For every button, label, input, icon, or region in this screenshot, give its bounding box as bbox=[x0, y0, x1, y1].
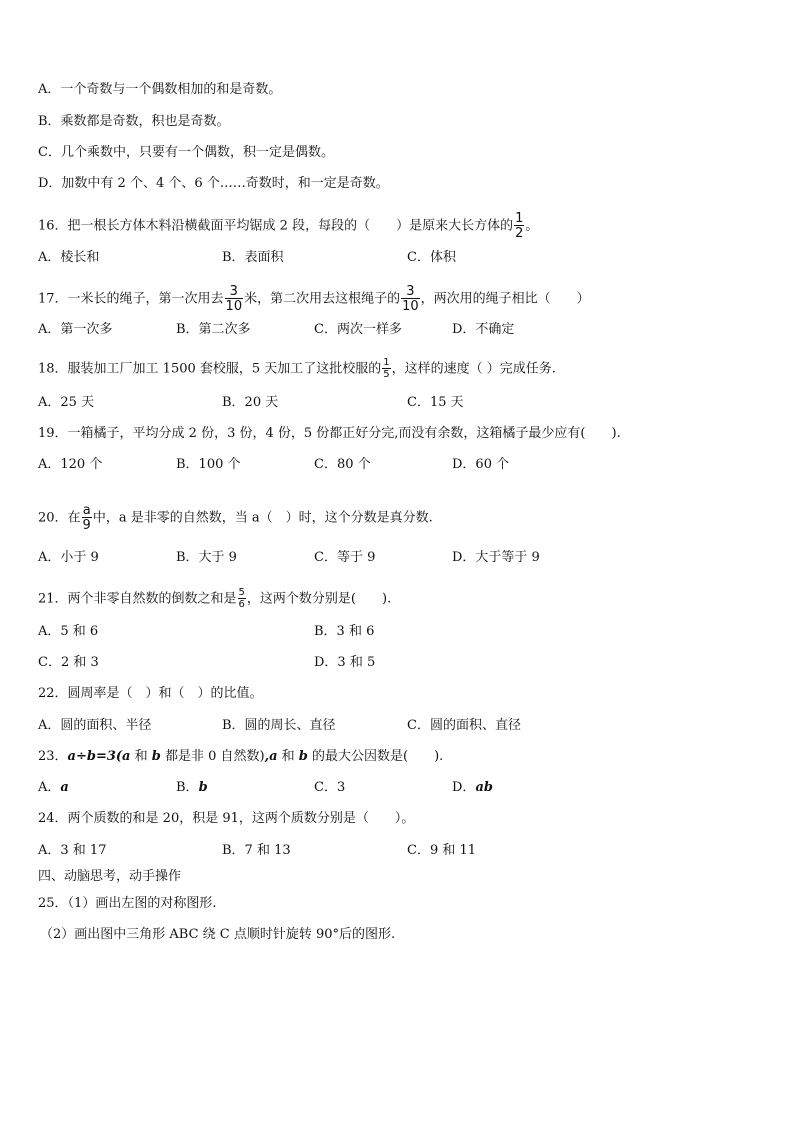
q22-stem: 22．圆周率是（ ）和（ ）的比值。 bbox=[38, 686, 263, 701]
q17-option-a: A．第一次多 bbox=[38, 322, 113, 337]
q21-stem bbox=[38, 588, 391, 610]
q23-stem bbox=[38, 749, 443, 765]
q24-stem: 24．两个质数的和是 20，积是 91，这两个质数分别是（ ）。 bbox=[38, 811, 415, 826]
q23-stem-and-1: 和 bbox=[130, 749, 152, 764]
q18-fraction-numerator: 1 bbox=[383, 357, 390, 368]
q17-fraction-2-numerator: 3 bbox=[406, 284, 415, 299]
q16-fraction-numerator: 1 bbox=[515, 211, 524, 226]
q20-option-a: A．小于 9 bbox=[38, 550, 99, 565]
q21-stem-text-a: 21．两个非零自然数的倒数之和是 bbox=[38, 591, 237, 607]
q17-option-d: D．不确定 bbox=[452, 322, 515, 337]
q17-option-b: B．第二次多 bbox=[176, 322, 251, 337]
q17-stem bbox=[38, 285, 590, 313]
q16-stem-text-a: 16．把一根长方体木料沿横截面平均锯成 2 段，每段的（ ）是原来大长方体的 bbox=[38, 218, 514, 234]
q23-option-b bbox=[176, 780, 208, 796]
q23-stem-and-2: 和 bbox=[277, 749, 299, 764]
q17-fraction-2-denominator: 10 bbox=[402, 299, 419, 314]
q23-option-d bbox=[452, 780, 493, 796]
q21-option-a: A．5 和 6 bbox=[38, 624, 99, 639]
q17-fraction-1-denominator: 10 bbox=[225, 299, 243, 314]
q20-stem bbox=[38, 504, 433, 532]
section-4-title: 四、动脑思考，动手操作 bbox=[38, 869, 182, 884]
q17-fraction-1 bbox=[225, 285, 244, 313]
q17-option-c: C．两次一样多 bbox=[314, 322, 402, 337]
q21-option-c: C．2 和 3 bbox=[38, 655, 99, 670]
q18-stem bbox=[38, 358, 556, 380]
q20-fraction-numerator: a bbox=[82, 503, 91, 518]
q22-option-b: B．圆的周长、直径 bbox=[222, 718, 336, 733]
q22-option-a: A．圆的面积、半径 bbox=[38, 718, 152, 733]
q24-option-b: B．7 和 13 bbox=[222, 843, 291, 858]
q23-option-a-label: A． bbox=[38, 780, 61, 795]
q17-stem-text-a: 17．一米长的绳子，第一次用去 bbox=[38, 291, 224, 307]
q16-fraction bbox=[514, 212, 524, 240]
q18-stem-text-a: 18．服装加工厂加工 1500 套校服，5 天加工了这批校服的 bbox=[38, 361, 382, 377]
q15-option-a: A．一个奇数与一个偶数相加的和是奇数。 bbox=[38, 82, 282, 97]
q18-stem-text-b: ，这样的速度（ ）完成任务. bbox=[391, 361, 556, 377]
q18-option-c: C．15 天 bbox=[407, 395, 464, 410]
q16-option-b: B．表面积 bbox=[222, 250, 284, 265]
q17-fraction-1-numerator: 3 bbox=[229, 284, 238, 299]
q23-option-a bbox=[38, 780, 69, 796]
q16-fraction-denominator: 2 bbox=[515, 226, 524, 241]
q23-stem-var-b-2: b bbox=[298, 749, 308, 764]
q20-stem-text-a: 20．在 bbox=[38, 510, 81, 526]
q20-fraction-denominator: 9 bbox=[82, 518, 91, 533]
q18-option-a: A．25 天 bbox=[38, 395, 95, 410]
q23-option-d-value: ab bbox=[475, 780, 493, 795]
q24-option-a: A．3 和 17 bbox=[38, 843, 107, 858]
q23-option-c bbox=[314, 780, 345, 796]
q23-stem-expression: a÷b=3(a bbox=[67, 749, 131, 764]
q21-fraction bbox=[238, 588, 246, 610]
q21-option-d: D．3 和 5 bbox=[314, 655, 376, 670]
q16-option-a: A．棱长和 bbox=[38, 250, 100, 265]
q16-stem bbox=[38, 212, 538, 240]
q24-option-c: C．9 和 11 bbox=[407, 843, 477, 858]
q23-option-a-value: a bbox=[60, 780, 69, 795]
q16-stem-text-b: 。 bbox=[525, 218, 539, 234]
q23-option-b-value: b bbox=[198, 780, 208, 795]
q19-option-a: A．120 个 bbox=[38, 457, 103, 472]
q25-part-1: 25．（1）画出左图的对称图形. bbox=[38, 896, 217, 911]
q17-stem-text-b: 米，第二次用去这根绳子的 bbox=[244, 291, 401, 307]
q20-fraction bbox=[82, 504, 92, 532]
q17-stem-text-c: ，两次用的绳子相比（ ） bbox=[420, 291, 590, 307]
q23-stem-var-a: ,a bbox=[264, 749, 278, 764]
q21-fraction-numerator: 5 bbox=[238, 587, 245, 598]
q20-option-b: B．大于 9 bbox=[176, 550, 237, 565]
q22-option-c: C．圆的面积、直径 bbox=[407, 718, 521, 733]
q25-part-2: （2）画出图中三角形 ABC 绕 C 点顺时针旋转 90°后的图形. bbox=[40, 927, 396, 942]
q23-stem-prefix: 23． bbox=[38, 749, 68, 764]
q15-option-d: D．加数中有 2 个、4 个、6 个……奇数时，和一定是奇数。 bbox=[38, 176, 389, 191]
q23-option-c-value: 3 bbox=[336, 780, 346, 795]
q18-fraction bbox=[382, 358, 390, 380]
q19-stem: 19．一箱橘子，平均分成 2 份，3 份，4 份，5 份都正好分完,而没有余数，这箱橘子最少应有( ). bbox=[38, 426, 621, 441]
q20-stem-text-b: 中，a 是非零的自然数，当 a（ ）时，这个分数是真分数. bbox=[92, 510, 433, 526]
q23-stem-tail: 的最大公因数是( ). bbox=[307, 749, 444, 764]
q19-option-c: C．80 个 bbox=[314, 457, 371, 472]
q23-option-b-label: B． bbox=[176, 780, 199, 795]
q23-option-d-label: D． bbox=[452, 780, 476, 795]
q17-fraction-2 bbox=[401, 285, 420, 313]
q20-option-d: D．大于等于 9 bbox=[452, 550, 540, 565]
q15-option-c: C．几个乘数中，只要有一个偶数，积一定是偶数。 bbox=[38, 145, 334, 160]
q16-option-c: C．体积 bbox=[407, 250, 456, 265]
q23-option-c-label: C． bbox=[314, 780, 337, 795]
q18-option-b: B．20 天 bbox=[222, 395, 279, 410]
q15-option-b: B．乘数都是奇数，积也是奇数。 bbox=[38, 114, 230, 129]
q23-stem-condition: 都是非 0 自然数) bbox=[160, 749, 265, 764]
q19-option-d: D．60 个 bbox=[452, 457, 510, 472]
q21-fraction-denominator: 6 bbox=[238, 599, 245, 610]
q23-stem-var-b: b bbox=[151, 749, 161, 764]
q18-fraction-denominator: 5 bbox=[383, 369, 390, 380]
q20-option-c: C．等于 9 bbox=[314, 550, 376, 565]
q21-stem-text-b: ，这两个数分别是( ). bbox=[246, 591, 392, 607]
q19-option-b: B．100 个 bbox=[176, 457, 241, 472]
q21-option-b: B．3 和 6 bbox=[314, 624, 375, 639]
